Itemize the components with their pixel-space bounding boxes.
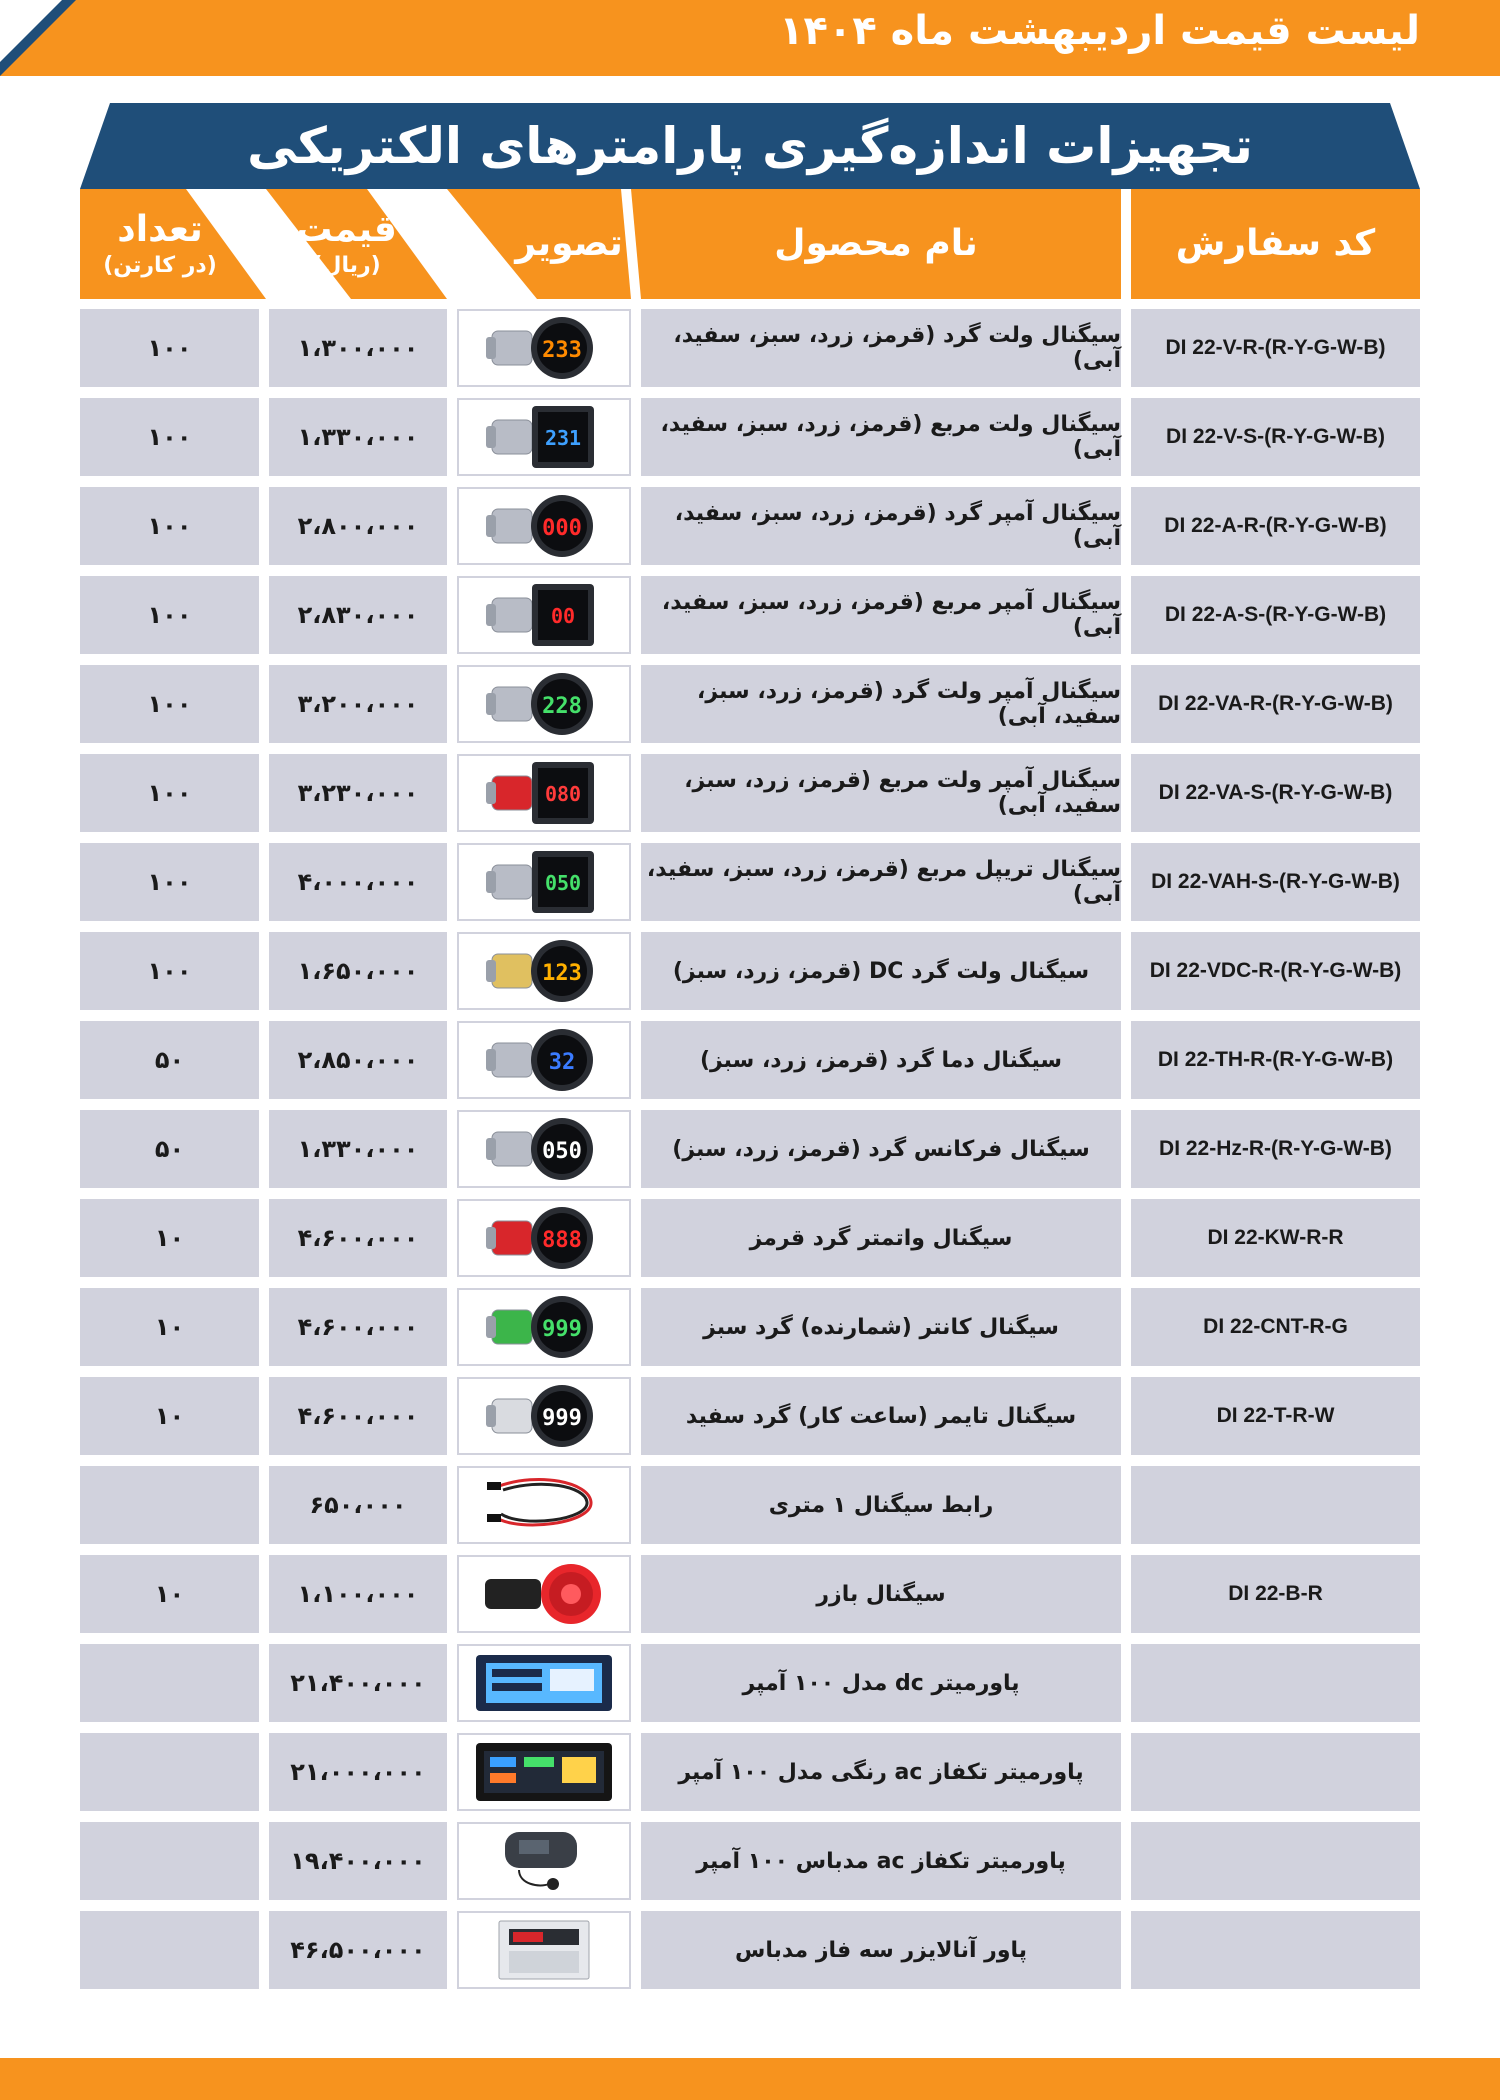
round-voltmeter-icon	[459, 311, 629, 385]
round-thermometer-icon	[459, 1023, 629, 1097]
order-code: DI 22-V-S-(R-Y-G-W-B)	[1131, 398, 1420, 476]
product-name: سیگنال کانتر (شمارنده) گرد سبز	[641, 1288, 1121, 1366]
table-row	[80, 1110, 1420, 1188]
quantity: ۵۰	[80, 1021, 259, 1099]
product-name: پاورمیتر تکفاز ac مدباس ۱۰۰ آمپر	[641, 1822, 1121, 1900]
quantity: ۱۰۰	[80, 309, 259, 387]
price: ۱،۶۵۰،۰۰۰	[269, 932, 447, 1010]
svg-text:050: 050	[542, 1139, 582, 1164]
header-price	[266, 189, 457, 299]
price: ۱،۳۳۰،۰۰۰	[269, 1110, 447, 1188]
svg-text:999: 999	[542, 1317, 582, 1342]
quantity: ۱۰	[80, 1377, 259, 1455]
top-bar	[0, 0, 1500, 76]
quantity	[80, 1466, 259, 1544]
square-volt-ammeter-icon	[459, 756, 629, 830]
order-code: DI 22-VDC-R-(R-Y-G-W-B)	[1131, 932, 1420, 1010]
table-row	[80, 1822, 1420, 1900]
top-corner-inner	[0, 0, 62, 62]
product-image-cell	[457, 1110, 631, 1188]
order-code	[1131, 1822, 1420, 1900]
svg-text:999: 999	[542, 1406, 582, 1431]
quantity	[80, 1644, 259, 1722]
order-code: DI 22-A-S-(R-Y-G-W-B)	[1131, 576, 1420, 654]
table-row	[80, 754, 1420, 832]
product-image-cell	[457, 1466, 631, 1544]
page-title: لیست قیمت اردیبهشت ماه ۱۴۰۴	[779, 8, 1420, 54]
ac-modbus-power-meter-icon	[459, 1824, 629, 1898]
product-name: سیگنال تایمر (ساعت کار) گرد سفید	[641, 1377, 1121, 1455]
price: ۲،۸۵۰،۰۰۰	[269, 1021, 447, 1099]
round-dc-voltmeter-icon	[459, 934, 629, 1008]
table-row	[80, 487, 1420, 565]
order-code	[1131, 1466, 1420, 1544]
order-code: DI 22-VA-S-(R-Y-G-W-B)	[1131, 754, 1420, 832]
square-ammeter-icon	[459, 578, 629, 652]
price: ۱،۱۰۰،۰۰۰	[269, 1555, 447, 1633]
price: ۱۹،۴۰۰،۰۰۰	[269, 1822, 447, 1900]
quantity: ۱۰۰	[80, 665, 259, 743]
order-code: DI 22-VAH-S-(R-Y-G-W-B)	[1131, 843, 1420, 921]
product-name: سیگنال آمپر مربع (قرمز، زرد، سبز، سفید، آبی)	[641, 576, 1121, 654]
svg-text:050: 050	[544, 871, 582, 895]
product-image-cell	[457, 1644, 631, 1722]
header-name	[631, 189, 1121, 299]
product-image-cell	[457, 1199, 631, 1277]
svg-text:233: 233	[542, 338, 582, 363]
table-row	[80, 932, 1420, 1010]
order-code: DI 22-Hz-R-(R-Y-G-W-B)	[1131, 1110, 1420, 1188]
price: ۶۵۰،۰۰۰	[269, 1466, 447, 1544]
product-image-cell	[457, 932, 631, 1010]
bottom-bar	[0, 2058, 1500, 2100]
svg-text:228: 228	[542, 694, 582, 719]
table-row	[80, 665, 1420, 743]
header-qty-label: تعداد	[117, 209, 203, 250]
order-code: DI 22-V-R-(R-Y-G-W-B)	[1131, 309, 1420, 387]
header-qty	[80, 189, 270, 299]
header-image-label: تصویر	[515, 223, 623, 264]
header-image	[447, 189, 631, 299]
quantity	[80, 1822, 259, 1900]
product-name: سیگنال آمپر ولت مربع (قرمز، زرد، سبز، سفید، آبی)	[641, 754, 1121, 832]
quantity: ۱۰۰	[80, 932, 259, 1010]
price: ۱،۳۰۰،۰۰۰	[269, 309, 447, 387]
quantity	[80, 1911, 259, 1989]
product-name: پاور آنالایزر سه فاز مدباس	[641, 1911, 1121, 1989]
price: ۲۱،۴۰۰،۰۰۰	[269, 1644, 447, 1722]
product-image-cell	[457, 1822, 631, 1900]
section-title: تجهیزات اندازه‌گیری پارامترهای الکتریکی	[247, 117, 1253, 175]
quantity: ۱۰	[80, 1288, 259, 1366]
round-wattmeter-icon	[459, 1201, 629, 1275]
product-name: سیگنال واتمتر گرد قرمز	[641, 1199, 1121, 1277]
product-image-cell	[457, 576, 631, 654]
product-name: رابط سیگنال ۱ متری	[641, 1466, 1121, 1544]
price: ۴۶،۵۰۰،۰۰۰	[269, 1911, 447, 1989]
price: ۲،۸۰۰،۰۰۰	[269, 487, 447, 565]
product-image-cell	[457, 1021, 631, 1099]
quantity: ۱۰۰	[80, 398, 259, 476]
product-image-cell	[457, 1377, 631, 1455]
power-analyzer-icon	[459, 1913, 629, 1987]
quantity	[80, 1733, 259, 1811]
product-image-cell	[457, 665, 631, 743]
svg-text:080: 080	[544, 782, 582, 806]
svg-text:00: 00	[550, 604, 576, 628]
product-image-cell	[457, 1911, 631, 1989]
buzzer-icon	[459, 1557, 629, 1631]
price: ۳،۲۳۰،۰۰۰	[269, 754, 447, 832]
square-voltmeter-icon	[459, 400, 629, 474]
svg-text:888: 888	[542, 1228, 582, 1253]
product-name: سیگنال بازر	[641, 1555, 1121, 1633]
product-image-cell	[457, 1555, 631, 1633]
quantity: ۱۰۰	[80, 843, 259, 921]
order-code	[1131, 1644, 1420, 1722]
cable-icon	[459, 1468, 629, 1542]
order-code: DI 22-VA-R-(R-Y-G-W-B)	[1131, 665, 1420, 743]
quantity: ۱۰۰	[80, 754, 259, 832]
square-triple-meter-icon	[459, 845, 629, 919]
table-row	[80, 1911, 1420, 1989]
svg-text:000: 000	[542, 516, 582, 541]
price: ۴،۶۰۰،۰۰۰	[269, 1377, 447, 1455]
price: ۴،۶۰۰،۰۰۰	[269, 1199, 447, 1277]
product-name: سیگنال ولت گرد (قرمز، زرد، سبز، سفید، آبی)	[641, 309, 1121, 387]
svg-text:231: 231	[544, 426, 582, 450]
header-price-unit: (ریال)	[312, 253, 381, 278]
table-row	[80, 1021, 1420, 1099]
price: ۲،۸۳۰،۰۰۰	[269, 576, 447, 654]
product-name: سیگنال آمپر گرد (قرمز، زرد، سبز، سفید، آبی)	[641, 487, 1121, 565]
order-code	[1131, 1911, 1420, 1989]
table-row	[80, 309, 1420, 387]
header-name-label: نام محصول	[774, 223, 978, 264]
table-row	[80, 1466, 1420, 1544]
order-code: DI 22-KW-R-R	[1131, 1199, 1420, 1277]
round-ammeter-icon	[459, 489, 629, 563]
header-code	[1131, 189, 1420, 299]
quantity: ۱۰۰	[80, 576, 259, 654]
header-code-label: کد سفارش	[1175, 223, 1376, 264]
product-image-cell	[457, 1288, 631, 1366]
product-name: پاورمیتر تکفاز ac رنگی مدل ۱۰۰ آمپر	[641, 1733, 1121, 1811]
order-code: DI 22-CNT-R-G	[1131, 1288, 1420, 1366]
product-name: سیگنال ولت گرد DC (قرمز، زرد، سبز)	[641, 932, 1121, 1010]
round-counter-icon	[459, 1290, 629, 1364]
table-row	[80, 1555, 1420, 1633]
quantity: ۵۰	[80, 1110, 259, 1188]
price: ۱،۳۳۰،۰۰۰	[269, 398, 447, 476]
product-name: سیگنال ولت مربع (قرمز، زرد، سبز، سفید، آبی)	[641, 398, 1121, 476]
table-row	[80, 576, 1420, 654]
table-row	[80, 1288, 1420, 1366]
section-banner	[80, 103, 1420, 189]
order-code	[1131, 1733, 1420, 1811]
table-row	[80, 1644, 1420, 1722]
product-image-cell	[457, 1733, 631, 1811]
quantity: ۱۰	[80, 1555, 259, 1633]
table-row	[80, 1733, 1420, 1811]
table-row	[80, 398, 1420, 476]
ac-color-power-meter-icon	[459, 1735, 629, 1809]
order-code: DI 22-B-R	[1131, 1555, 1420, 1633]
round-frequency-meter-icon	[459, 1112, 629, 1186]
round-volt-ammeter-icon	[459, 667, 629, 741]
product-name: سیگنال آمپر ولت گرد (قرمز، زرد، سبز، سفید، آبی)	[641, 665, 1121, 743]
table-row	[80, 1377, 1420, 1455]
quantity: ۱۰	[80, 1199, 259, 1277]
svg-text:32: 32	[548, 1050, 576, 1075]
product-image-cell	[457, 754, 631, 832]
header-price-label: قیمت	[296, 209, 397, 250]
product-image-cell	[457, 398, 631, 476]
round-timer-icon	[459, 1379, 629, 1453]
price: ۲۱،۰۰۰،۰۰۰	[269, 1733, 447, 1811]
product-name: سیگنال دما گرد (قرمز، زرد، سبز)	[641, 1021, 1121, 1099]
order-code: DI 22-TH-R-(R-Y-G-W-B)	[1131, 1021, 1420, 1099]
quantity: ۱۰۰	[80, 487, 259, 565]
price: ۴،۰۰۰،۰۰۰	[269, 843, 447, 921]
product-image-cell	[457, 843, 631, 921]
table-row	[80, 1199, 1420, 1277]
table-row	[80, 843, 1420, 921]
product-name: پاورمیتر dc مدل ۱۰۰ آمپر	[641, 1644, 1121, 1722]
product-image-cell	[457, 487, 631, 565]
dc-power-meter-icon	[459, 1646, 629, 1720]
product-name: سیگنال تریپل مربع (قرمز، زرد، سبز، سفید، آبی)	[641, 843, 1121, 921]
product-image-cell	[457, 309, 631, 387]
product-name: سیگنال فرکانس گرد (قرمز، زرد، سبز)	[641, 1110, 1121, 1188]
price: ۳،۲۰۰،۰۰۰	[269, 665, 447, 743]
order-code: DI 22-A-R-(R-Y-G-W-B)	[1131, 487, 1420, 565]
order-code: DI 22-T-R-W	[1131, 1377, 1420, 1455]
price: ۴،۶۰۰،۰۰۰	[269, 1288, 447, 1366]
header-qty-unit: (در کارتن)	[103, 253, 217, 278]
svg-text:123: 123	[542, 961, 582, 986]
